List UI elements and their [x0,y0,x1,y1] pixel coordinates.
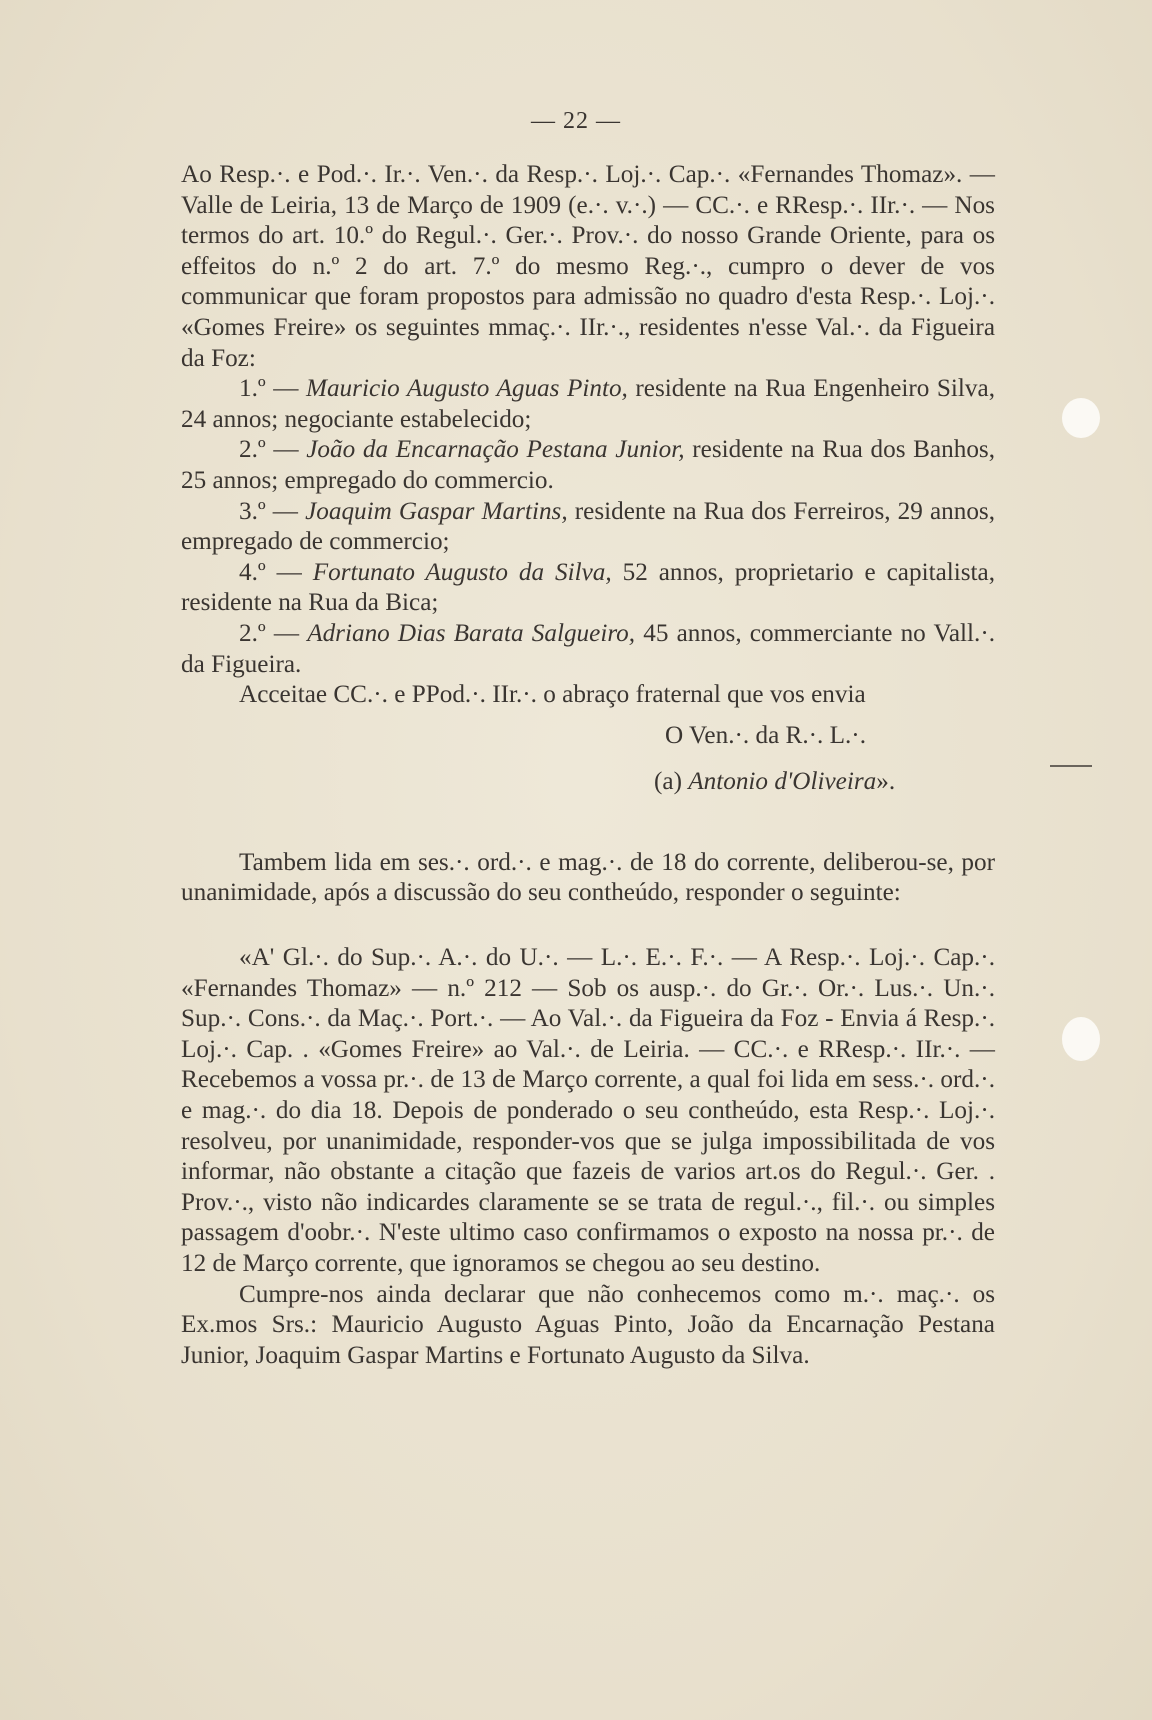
page-number: — 22 — [531,108,621,134]
margin-blot [1062,1017,1100,1061]
list-item: 1.º — Mauricio Augusto Aguas Pinto, residente na Rua Engenheiro Silva, 24 annos; negociante estabelecido; [181,375,995,433]
narrative-paragraph: Tambem lida em ses.·. ord.·. e mag.·. de 18 do corrente, deliberou-se, por unanimidade, após a discussão do seu contheúdo, responder o seguinte: [181,848,995,907]
list-item: 3.º — Joaquim Gaspar Martins, residente na Rua dos Ferreiros, 29 annos, empregado de commercio; [181,497,996,556]
signature-line: (a) Antonio d'Oliveira». [654,768,896,796]
letter-closing: Acceitae CC.·. e PPod.·. IIr.·. o abraço fraternal que vos envia [239,681,866,709]
reply-body: «A' Gl.·. do Sup.·. A.·. do U.·. — L.·. E.·. F.·. — A Resp.·. Loj.·. Cap.·. «Fernandes Thomaz» — n.º 212 — Sob os ausp.·. do Gr.·. Or.·. Lus.·. Un.·. Sup.·. Cons.·. da Maç.·. Port.·. — Ao Val.·. da Figueira da Foz - Envia á Resp.·. Loj.·. Cap. . «Gomes Freire» ao Val.·. de Leiria. — CC.·. e RResp.·. IIr.·. — Recebemos a vossa pr.·. de 13 de Março corrente, a qual foi lida em sess.·. ord.·. e mag.·. do dia 18. Depois de ponderado o seu contheúdo, esta Resp.·. Loj.·. resolveu, por unanimidade, responder-vos que se julga impossibilitada de vos informar, não obstante a citação que fazeis de varios art.os do Regul.·. Ger. . Prov.·., visto não indicardes claramente se se trata de regul.·., fil.·. ou simples passagem d'oobr.·. N'este ultimo caso confirmamos o exposto na nossa pr.·. de 12 de Março corrente, que ignoramos se chegou ao seu destino. [181,944,995,1277]
signature-title: O Ven.·. da R.·. L.·. [665,721,866,749]
list-item: 4.º — Fortunato Augusto da Silva, 52 annos, proprietario e capitalista, residente na Rua da Bica; [181,558,996,617]
margin-blot [1062,398,1100,438]
signature-name: Antonio d'Oliveira [688,768,877,796]
list-item: 2.º — João da Encarnação Pestana Junior, residente na Rua dos Banhos, 25 annos; empregado do commercio. [181,436,996,494]
list-item: 2.º — Adriano Dias Barata Salgueiro, 45 annos, commerciante no Vall.·. da Figueira. [181,619,996,678]
margin-mark [1050,765,1092,767]
reply-final: Cumpre-nos ainda declarar que não conhecemos como m.·. maç.·. os Ex.mos Srs.: Mauricio Augusto Aguas Pinto, João da Encarnação Pestana Junior, Joaquim Gaspar Martins e Fortunato Augusto da Silva. [181,1280,995,1369]
document-body [181,160,995,1371]
letter-opening: Ao Resp.·. e Pod.·. Ir.·. Ven.·. da Resp.·. Loj.·. Cap.·. «Fernandes Thomaz». — Valle de Leiria, 13 de Março de 1909 (e.·. v.·.) — CC.·. e RResp.·. IIr.·. — Nos termos do art. 10.º do Regul.·. Ger.·. Prov.·. do nosso Grande Oriente, para os effeitos do n.º 2 do art. 7.º do mesmo Reg.·., cumpro o dever de vos communicar que foram propostos para admissão no quadro d'esta Resp.·. Loj.·. «Gomes Freire» os seguintes mmaç.·. IIr.·., residentes n'esse Val.·. da Figueira da Foz: [181,161,995,372]
